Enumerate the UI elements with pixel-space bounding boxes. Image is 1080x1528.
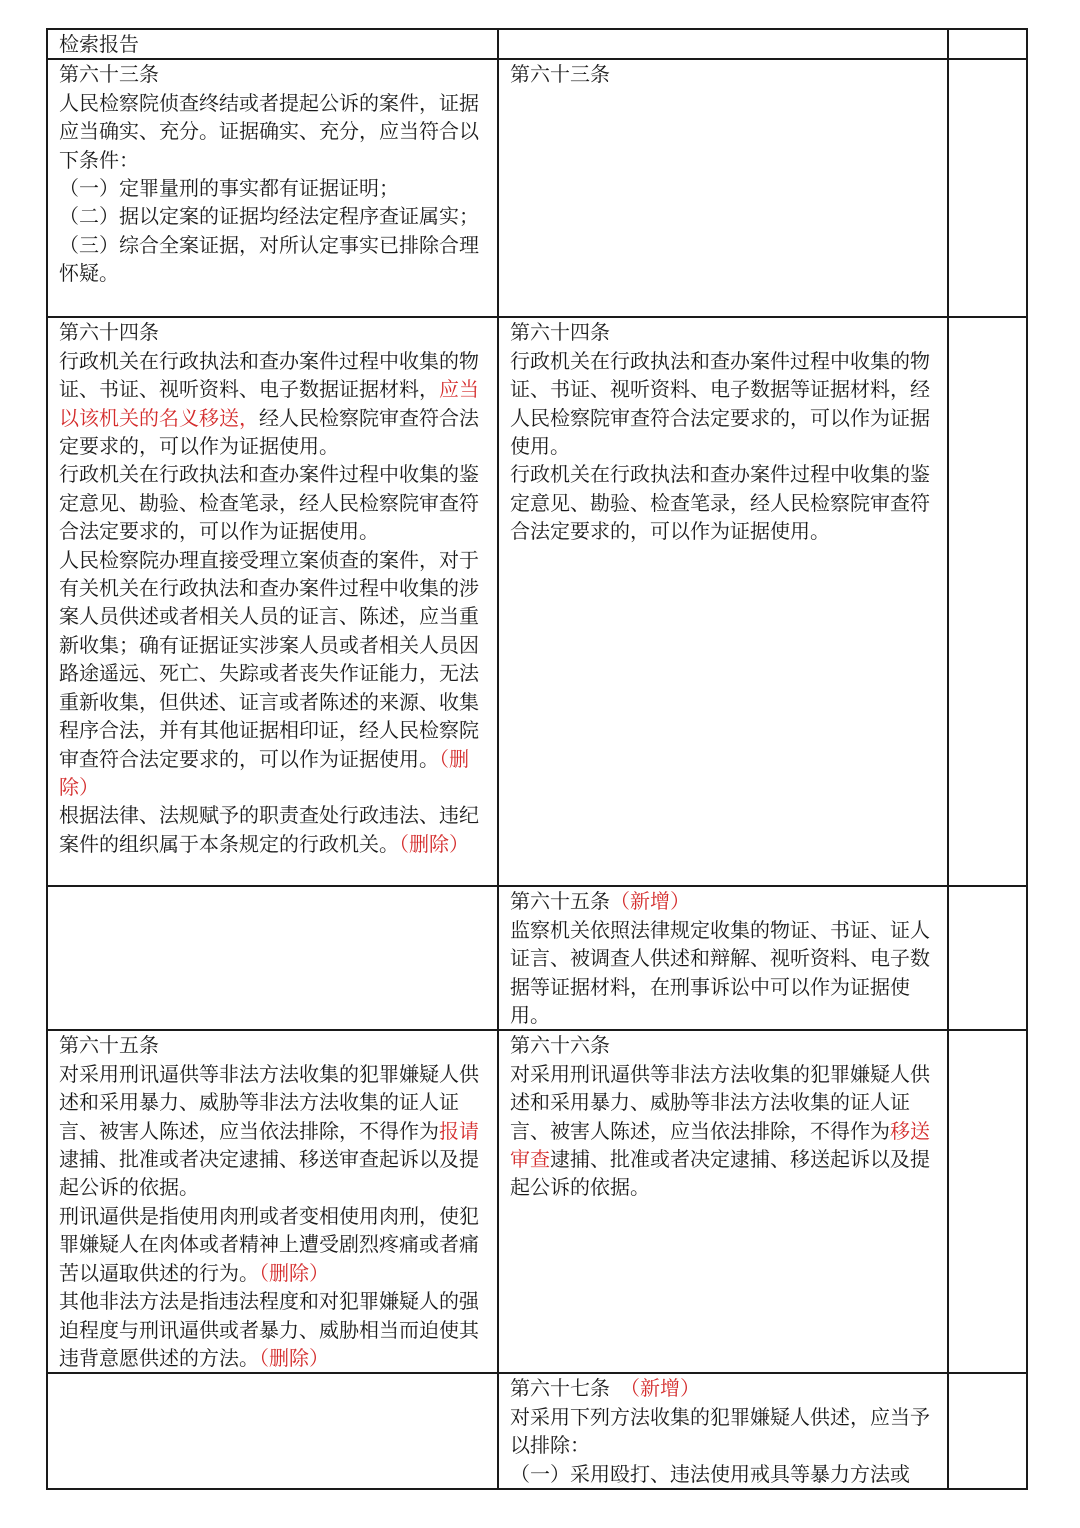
article-paragraph: 行政机关在行政执法和查办案件过程中收集的鉴定意见、勘验、检查笔录，经人民检察院审查符合法定要求的，可以作为证据使用。 [59,462,479,544]
paragraph-text: 经人民检察院审查符合法定要求的，可以作为证据使用。 [59,405,479,459]
article-paragraph [59,347,488,461]
table-row [47,59,1027,317]
table-row [47,317,1027,886]
deleted-mark: （删除） [59,746,469,799]
article-paragraph: 对采用下列方法收集的犯罪嫌疑人供述，应当予以排除： [510,1404,930,1458]
article-paragraph [59,801,488,858]
note-cell [948,1030,1027,1373]
article-paragraph: （二）据以定案的证据均经法定程序查证属实； [59,204,479,229]
added-mark: （新增） [630,1376,700,1401]
article-paragraph: 行政机关在行政执法和查办案件过程中收集的物证、书证、视听资料、电子数据等证据材料，经人民检察院审查符合法定要求的，可以作为证据使用。 [510,348,930,459]
article-heading [510,887,938,915]
article-heading: 第六十五条 [59,1033,159,1058]
table-row [47,886,1027,1030]
article-heading: 第六十三条 [510,62,610,87]
paragraph-text: 逮捕、批准或者决定逮捕、移送审查起诉以及提起公诉的依据。 [59,1147,479,1200]
article-paragraph: （一）采用殴打、违法使用戒具等暴力方法或 [510,1461,910,1486]
added-mark: （新增） [610,889,690,914]
changed-text: 移送审查 [510,1118,930,1172]
article-heading: 第六十四条 [59,320,159,345]
note-cell [948,59,1027,317]
header-title: 检索报告 [59,32,139,56]
article-heading: 第六十三条 [59,62,159,87]
table-row [47,1373,1027,1489]
note-cell [948,1373,1027,1489]
old-article-cell [47,317,498,886]
heading-text: 第六十七条 [510,1376,610,1401]
article-paragraph: （一）定罪量刑的事实都有证据证明； [59,176,399,201]
paragraph-text: 人民检察院办理直接受理立案侦查的案件，对于有关机关在行政执法和查办案件过程中收集的涉案人员供述或者相关人员的证言、陈述，应当重新收集；确有证据证实涉案人员或者相关人员因路途遥远、死亡、失踪或者丧失作证能力，无法重新收集，但供述、证言或者陈述的来源、收集程序合法，并有其他证据相印证，经人民检察院审查符合法定要求的，可以作为证据使用。 [59,547,479,771]
old-article-cell [47,59,498,317]
old-article-cell [47,1030,498,1373]
new-article-cell [498,317,948,886]
article-paragraph [59,1287,488,1372]
old-article-cell [47,1373,498,1489]
new-article-cell [498,1373,948,1489]
article-paragraph [59,1202,488,1287]
article-paragraph [510,1060,938,1202]
table-row [47,1030,1027,1373]
deleted-mark: （删除） [399,831,469,856]
article-paragraph [59,1060,488,1202]
changed-text: 报请 [439,1118,479,1143]
article-heading: 第六十四条 [510,320,610,345]
article-paragraph: （三）综合全案证据，对所认定事实已排除合理怀疑。 [59,232,479,286]
article-paragraph: 行政机关在行政执法和查办案件过程中收集的鉴定意见、勘验、检查笔录，经人民检察院审查符合法定要求的，可以作为证据使用。 [510,462,930,544]
note-cell [948,317,1027,886]
deleted-mark: （删除） [259,1345,329,1370]
table-row [47,29,1027,59]
new-article-cell [498,1030,948,1373]
deleted-mark: （删除） [259,1260,329,1285]
article-paragraph: 监察机关依照法律规定收集的物证、书证、证人证言、被调查人供述和辩解、视听资料、电子数据等证据材料，在刑事诉讼中可以作为证据使用。 [510,917,930,1028]
old-article-cell [47,886,498,1030]
paragraph-text: 逮捕、批准或者决定逮捕、移送起诉以及提起公诉的依据。 [510,1147,930,1200]
header-cell-title [47,29,498,59]
paragraph-text: 对采用刑讯逼供等非法方法收集的犯罪嫌疑人供述和采用暴力、威胁等非法方法收集的证人证言、被害人陈述，应当依法排除，不得作为 [59,1061,479,1143]
paragraph-text: 对采用刑讯逼供等非法方法收集的犯罪嫌疑人供述和采用暴力、威胁等非法方法收集的证人证言、被害人陈述，应当依法排除，不得作为 [510,1061,930,1143]
paragraph-text: 行政机关在行政执法和查办案件过程中收集的物证、书证、视听资料、电子数据证据材料， [59,348,479,402]
comparison-table [46,28,1028,1490]
heading-gap [610,1376,630,1400]
article-paragraph: 人民检察院侦查终结或者提起公诉的案件，证据应当确实、充分。证据确实、充分，应当符合以下条件： [59,90,479,172]
changed-text: 应当以该机关的名义移送， [59,377,479,430]
paragraph-text: 根据法律、法规赋予的职责查处行政违法、违纪案件的组织属于本条规定的行政机关。 [59,803,479,856]
paragraph-text: 其他非法方法是指违法程度和对犯罪嫌疑人的强迫程度与刑讯逼供或者暴力、威胁相当而迫使其违背意愿供述的方法。 [59,1289,479,1370]
heading-text: 第六十五条 [510,889,610,914]
article-paragraph [59,546,488,802]
note-cell [948,29,1027,59]
paragraph-text: 刑讯逼供是指使用肉刑或者变相使用肉刑，使犯罪嫌疑人在肉体或者精神上遭受剧烈疼痛或者痛苦以逼取供述的行为。 [59,1203,479,1285]
article-heading: 第六十六条 [510,1033,610,1058]
header-cell-empty [498,29,948,59]
new-article-cell [498,886,948,1030]
article-heading [510,1374,938,1402]
new-article-cell [498,59,948,317]
note-cell [948,886,1027,1030]
